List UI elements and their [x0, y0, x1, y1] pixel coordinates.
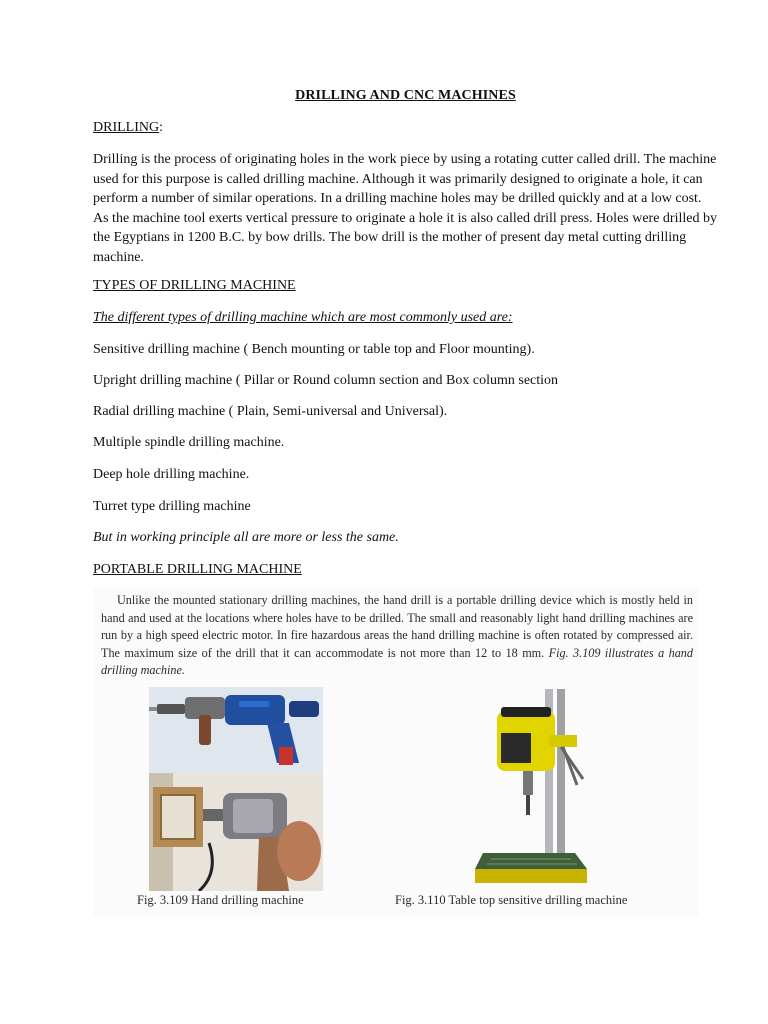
scan-body-text: Unlike the mounted stationary drilling machines, the hand drill is a portable drilling device which is mostly held in hand and used at the locations where holes have to be drilled. The small and reasonably light hand drilling machines are run by a high speed electric motor. In fire hazardous areas the hand drilling machine is often rotated by compressed air. The maximum size of the drill that it can accommodate is not more than 12 to 18 mm.	[101, 593, 693, 660]
scan-fig-ref: Fig. 3.109 illustrates a hand drilling machine.	[101, 645, 693, 677]
types-heading: TYPES OF DRILLING MACHINE	[93, 278, 296, 293]
hand-drill-in-use-photo	[149, 773, 323, 891]
scanned-excerpt	[93, 587, 699, 917]
types-closing: But in working principle all are more or less the same.	[93, 530, 399, 545]
hand-drill-photo	[149, 687, 323, 773]
list-item: Turret type drilling machine	[93, 499, 251, 514]
page-title: DRILLING AND CNC MACHINES	[295, 88, 516, 103]
caption-table-drill: Fig. 3.110 Table top sensitive drilling machine	[395, 893, 628, 907]
caption-hand-drill: Fig. 3.109 Hand drilling machine	[137, 893, 304, 907]
list-item: Sensitive drilling machine ( Bench mounting or table top and Floor mounting).	[93, 342, 535, 357]
drilling-heading-line	[93, 120, 163, 136]
portable-heading: PORTABLE DRILLING MACHINE	[93, 562, 302, 577]
list-item: Radial drilling machine ( Plain, Semi-universal and Universal).	[93, 404, 448, 419]
drilling-heading: DRILLING	[93, 120, 160, 135]
table-top-drill-photo	[471, 683, 593, 893]
list-item: Upright drilling machine ( Pillar or Round column section and Box column section	[93, 373, 559, 388]
list-item: Multiple spindle drilling machine.	[93, 435, 285, 450]
types-intro: The different types of drilling machine which are most commonly used are:	[93, 310, 513, 325]
scan-paragraph	[101, 592, 693, 680]
drilling-paragraph: Drilling is the process of originating holes in the work piece by using a rotating cutter called drill. The machine used for this purpose is called drilling machine. Although it was primarily designed to originate a hole, it can perform a number of similar operations. In a drilling machine holes may be drilled quickly and at a low cost. As the machine tool exerts vertical pressure to originate a hole it is also called drill press. Holes were drilled by the Egyptians in 1200 B.C. by bow drills. The bow drill is the mother of present day metal cutting drilling machine.	[93, 152, 717, 265]
scan-body	[101, 592, 693, 680]
list-item: Deep hole drilling machine.	[93, 467, 250, 482]
drilling-heading-colon: :	[159, 120, 163, 135]
